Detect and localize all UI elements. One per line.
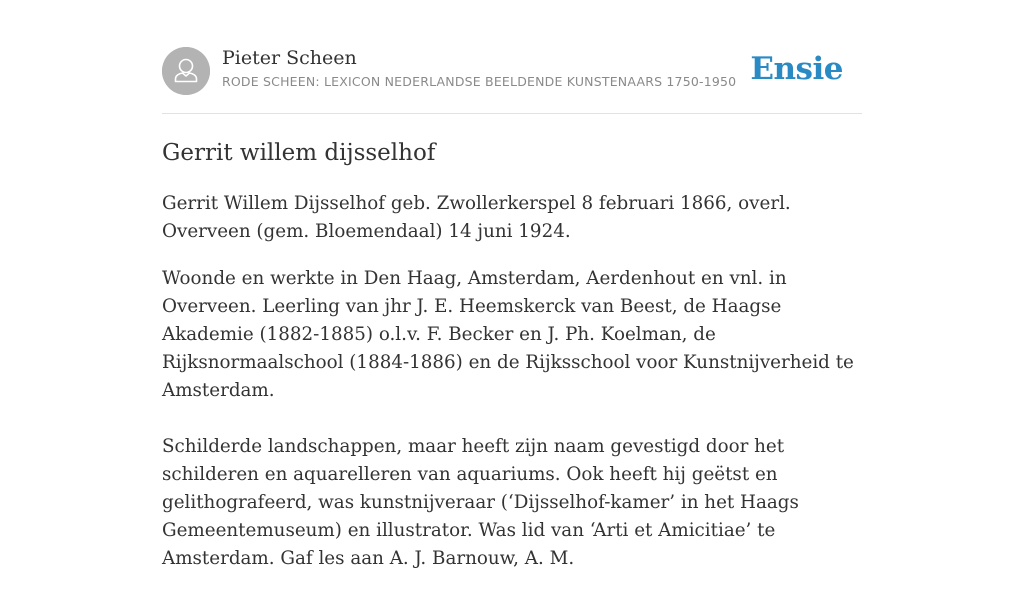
page-title: Gerrit willem dijsselhof — [162, 140, 436, 166]
article-header — [162, 46, 862, 114]
paragraph-1: Gerrit Willem Dijsselhof geb. Zwollerkerspel 8 februari 1866, overl. Overveen (gem. Bloemendaal) 14 juni 1924. — [162, 193, 791, 242]
article-body — [162, 190, 872, 592]
paragraph-3: Schilderde landschappen, maar heeft zijn naam gevestigd door het schilderen en aquarelleren van aquariums. Ook heeft hij geëtst en gelithografeerd, was kunstnijveraar (‘Dijsselhof-kamer’ in het Haags Gemeentemuseum) en illustrator. Was lid van ‘Arti et Amicitiae’ te Amsterdam. Gaf les aan A. J. Barnouw, A. M. — [162, 436, 799, 569]
source-label[interactable]: RODE SCHEEN: LEXICON NEDERLANDSE BEELDENDE KUNSTENAARS 1750-1950 — [222, 74, 737, 89]
ensie-logo[interactable]: Ensie — [750, 51, 843, 87]
user-avatar-icon[interactable] — [162, 47, 210, 95]
author-name[interactable]: Pieter Scheen — [222, 47, 357, 69]
paragraph-2: Woonde en werkte in Den Haag, Amsterdam, Aerdenhout en vnl. in Overveen. Leerling van jhr J. E. Heemskerck van Beest, de Haagse Akademie (1882-1885) o.l.v. F. Becker en J. Ph. Koelman, de Rijksnormaalschool (1884-1886) en de Rijksschool voor Kunstnijverheid te Amsterdam. — [162, 268, 854, 401]
